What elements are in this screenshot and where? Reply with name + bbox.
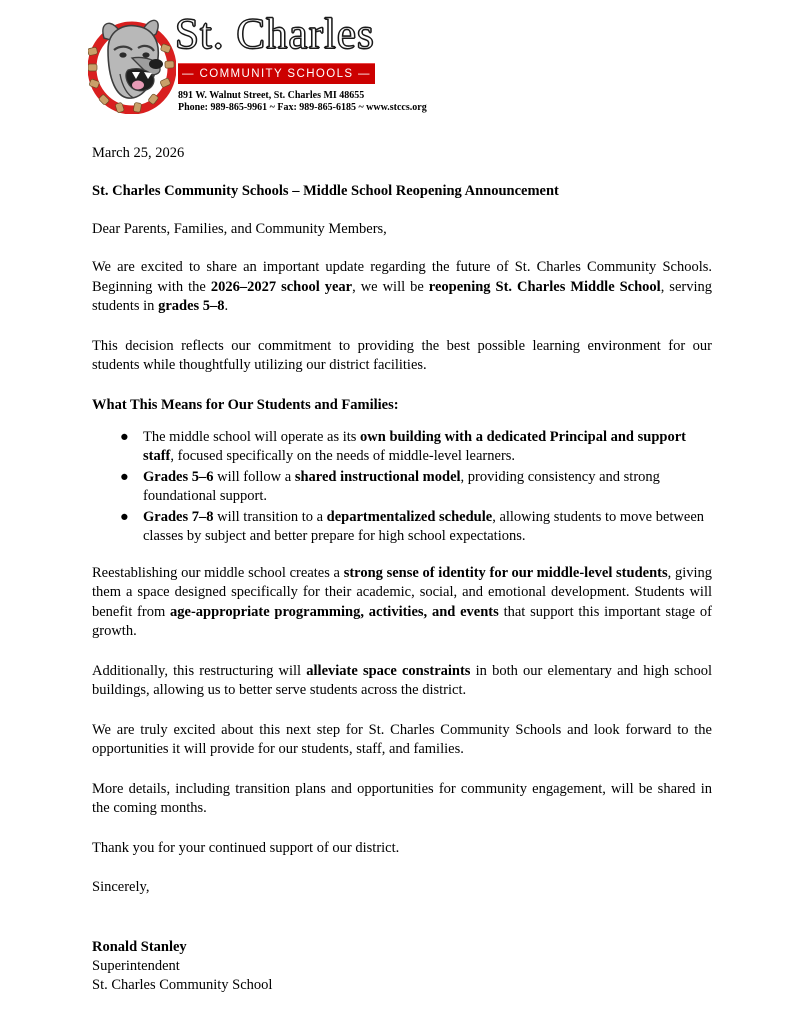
- bulldog-mascot-icon: [88, 12, 176, 114]
- bullet-1-part-2: , focused specifically on the needs of middle-level learners.: [170, 448, 516, 464]
- p3-bold-programming: age-appropriate programming, activities, and events: [170, 603, 499, 620]
- paragraph-2: This decision reflects our commitment to providing the best possible learning environment for our students while thoughtfully utilizing our district facilities.: [92, 337, 712, 373]
- bullet-3-part-2: , allowing students to move between classes by subject and better prepare for high school expectations.: [143, 508, 705, 544]
- bullet-dot-icon: ●: [120, 508, 129, 525]
- p1-part-2: , we will be: [352, 278, 429, 295]
- section-heading: What This Means for Our Students and Families:: [92, 396, 399, 413]
- p4-part-1: Additionally, this restructuring will: [92, 662, 307, 679]
- paragraph-5: We are truly excited about this next step for St. Charles Community Schools and look forward to the opportunities it will provide for our students, staff, and families.: [92, 721, 712, 757]
- school-name-wordmark: St. Charles: [175, 11, 375, 58]
- bullet-1-bold: own building with a dedicated Principal and support staff: [143, 428, 686, 464]
- paragraph-3: [92, 564, 712, 642]
- signature-block: [92, 938, 712, 995]
- paragraph-6: More details, including transition plans and opportunities for community engagement, will be shared in the coming months.: [92, 780, 712, 816]
- p3-part-3: that support this important stage of growth.: [92, 603, 712, 639]
- bullet-3-bold-grades: Grades 7–8: [143, 508, 214, 525]
- banner-text: — COMMUNITY SCHOOLS —: [182, 68, 371, 80]
- wordmark-block: [173, 10, 593, 114]
- letterhead: [88, 10, 728, 120]
- p4-part-2: in both our elementary and high school buildings, allowing us to better serve students across the district.: [92, 662, 713, 698]
- bullet-2-bold-grades: Grades 5–6: [143, 468, 214, 485]
- signer-organization: St. Charles Community School: [92, 976, 273, 993]
- address-line: 891 W. Walnut Street, St. Charles MI 48655: [178, 90, 365, 101]
- p4-bold-space: alleviate space constraints: [306, 662, 471, 679]
- bullet-1-part-1: The middle school will operate as its: [143, 428, 361, 445]
- bullet-2-part-1: will follow a: [213, 468, 295, 485]
- signer-title: Superintendent: [92, 957, 180, 974]
- list-item: [92, 508, 712, 547]
- contact-info: [178, 90, 593, 114]
- community-schools-banner: [178, 63, 375, 84]
- bullet-3-part-1: will transition to a: [213, 508, 327, 525]
- bullet-list: [92, 428, 712, 547]
- paragraph-4: [92, 662, 712, 701]
- list-item: [92, 468, 712, 507]
- p1-bold-grades: grades 5–8: [158, 298, 225, 314]
- bullet-dot-icon: ●: [120, 468, 129, 485]
- phone-fax-web-line: Phone: 989-865-9961 ~ Fax: 989-865-6185 ~ www.stccs.org: [178, 102, 427, 113]
- p1-part-1: We are excited to share an important update regarding the future of St. Charles Community Schools. Beginning with the: [92, 259, 712, 295]
- bullet-3-bold: departmentalized schedule: [326, 508, 493, 525]
- p1-part-4: .: [224, 298, 229, 314]
- bullet-dot-icon: ●: [120, 428, 129, 445]
- bullet-2-bold: shared instructional model: [294, 468, 461, 485]
- p1-bold-reopening: reopening St. Charles Middle School: [428, 278, 661, 295]
- paragraph-1: [92, 258, 712, 317]
- p1-bold-school-year: 2026–2027 school year: [210, 278, 353, 295]
- closing: Sincerely,: [92, 879, 150, 895]
- paragraph-7: Thank you for your continued support of our district.: [92, 839, 400, 856]
- bullet-2-part-2: , providing consistency and strong foundational support.: [143, 468, 660, 504]
- letter-body: [92, 144, 712, 995]
- list-item: [92, 428, 712, 467]
- p3-part-2: , giving them a space designed specifically for their academic, social, and emotional development. Students will benefit from: [92, 564, 713, 620]
- p1-part-3: , serving students in: [92, 278, 712, 314]
- letter-subject: St. Charles Community Schools – Middle School Reopening Announcement: [92, 183, 559, 199]
- letter-date: March 25, 2026: [92, 145, 185, 161]
- p3-part-1: Reestablishing our middle school creates a: [92, 564, 344, 581]
- p3-bold-identity: strong sense of identity for our middle-level students: [343, 564, 668, 581]
- letter-salutation: Dear Parents, Families, and Community Members,: [92, 221, 387, 237]
- signer-name: Ronald Stanley: [92, 938, 187, 955]
